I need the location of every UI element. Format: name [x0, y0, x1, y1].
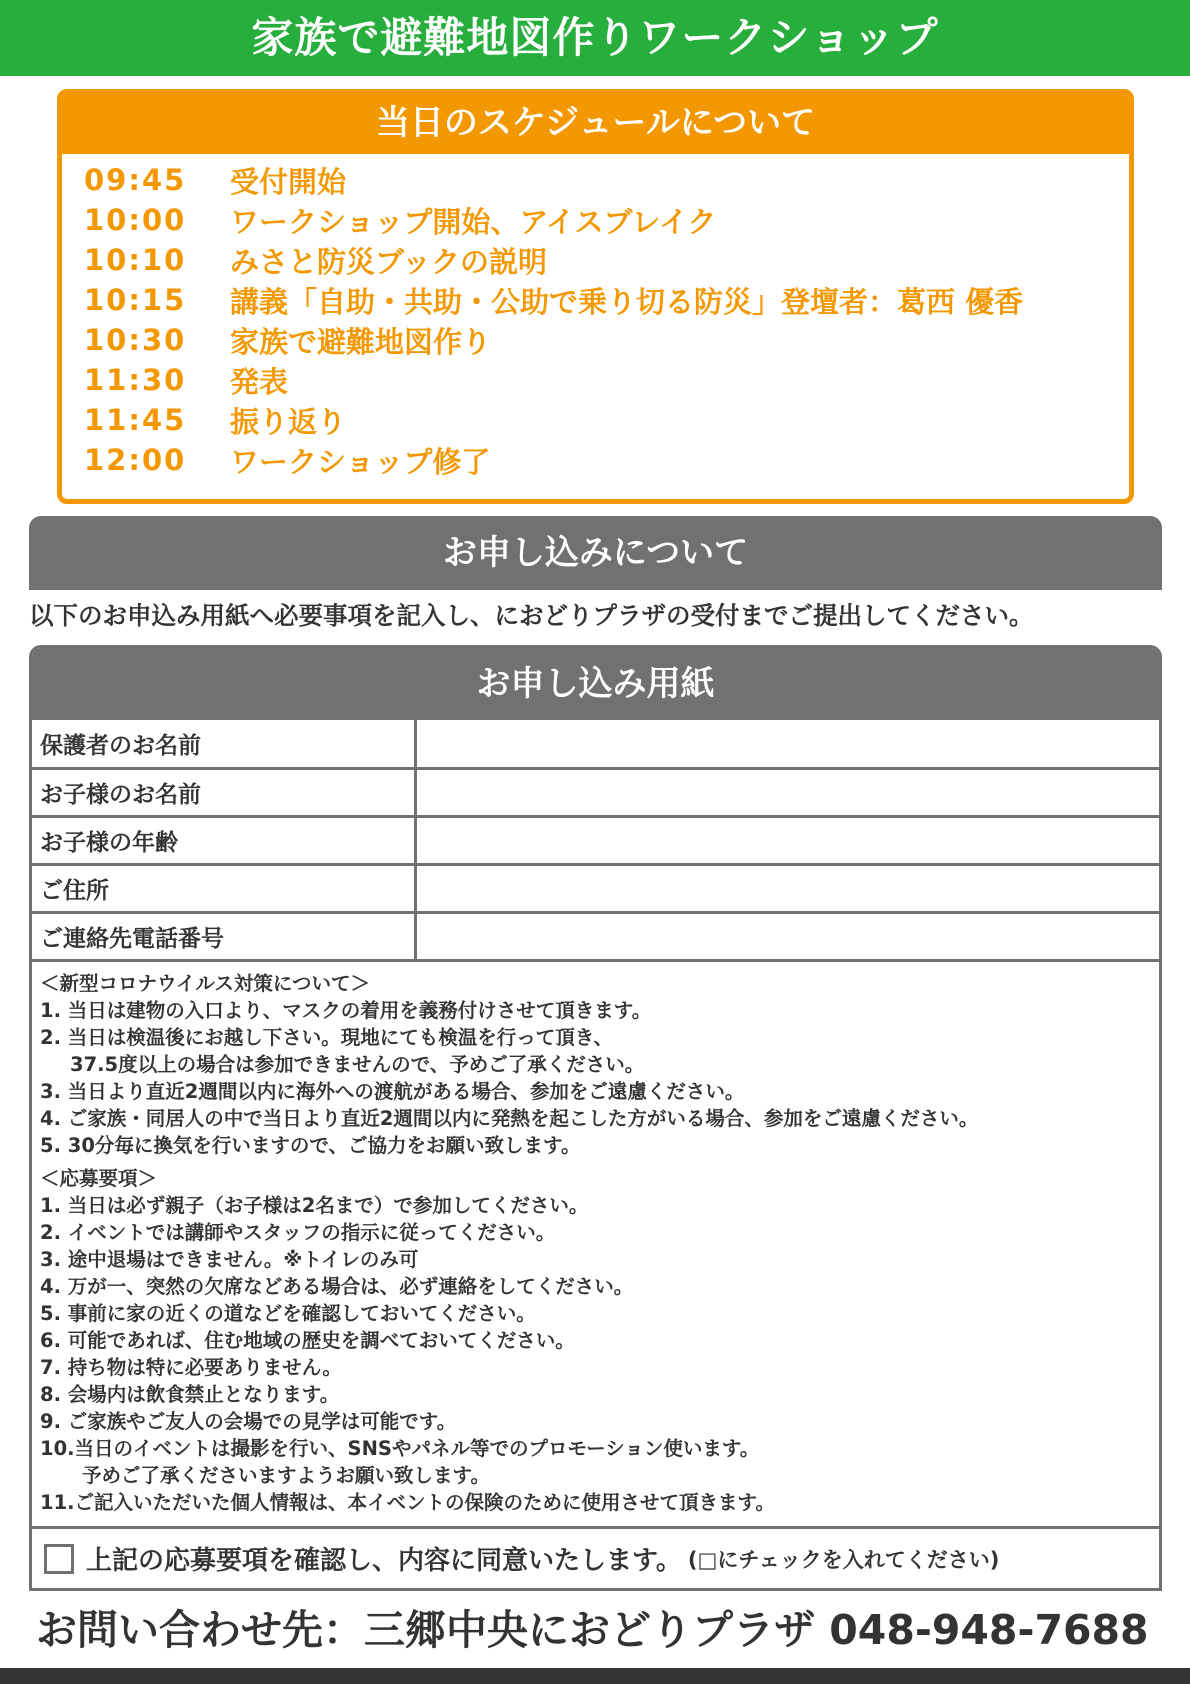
application-description: 以下のお申込み用紙へ必要事項を記入し、におどりプラザの受付までご提出してください。	[29, 601, 1034, 630]
address-field[interactable]	[415, 864, 1159, 912]
rules-line: 9. ご家族やご友人の会場での見学は可能です。	[40, 1409, 457, 1433]
covid-line: 2. 当日は検温後にお越し下さい。現地にても検温を行って頂き、	[40, 1025, 613, 1049]
guardian-name-field[interactable]	[415, 720, 1159, 768]
schedule-text: 受付開始	[230, 164, 347, 199]
schedule-time: 12:00	[84, 443, 187, 477]
form-row-child-name	[32, 768, 1159, 816]
schedule-time: 09:45	[84, 163, 187, 197]
form-row-phone	[32, 912, 1159, 960]
schedule-time: 10:15	[84, 283, 187, 317]
schedule-text: 振り返り	[230, 404, 347, 439]
rules-line: 予めご了承くださいますようお願い致します。	[82, 1463, 490, 1487]
schedule-text: みさと防災ブックの説明	[230, 244, 547, 279]
covid-line: 4. ご家族・同居人の中で当日より直近2週間以内に発熱を起こした方がいる場合、参加をご遠慮ください。	[40, 1106, 979, 1130]
schedule-text: ワークショップ開始、アイスブレイク	[230, 204, 717, 239]
rules-line: 2. イベントでは講師やスタッフの指示に従ってください。	[40, 1220, 556, 1244]
schedule-time: 11:30	[84, 363, 187, 397]
agree-label: 上記の応募要項を確認し、内容に同意いたします。	[86, 1546, 682, 1576]
schedule-text: 家族で避難地図作り	[230, 324, 492, 359]
schedule-heading: 当日のスケジュールについて	[62, 94, 1129, 154]
schedule-item	[84, 200, 1129, 240]
rules-line: 8. 会場内は飲食禁止となります。	[40, 1382, 340, 1406]
phone-field[interactable]	[415, 912, 1159, 960]
schedule-item	[84, 320, 1129, 360]
rules-line: 10.当日のイベントは撮影を行い、SNSやパネル等でのプロモーション使います。	[40, 1436, 760, 1460]
rules-line: 3. 途中退場はできません。※トイレのみ可	[40, 1247, 419, 1271]
bottom-bar	[0, 1668, 1190, 1684]
schedule-section	[57, 89, 1134, 504]
covid-heading: ＜新型コロナウイルス対策について＞	[40, 971, 370, 995]
schedule-text: ワークショップ修了	[230, 444, 491, 479]
schedule-time: 11:45	[84, 403, 187, 437]
agree-row	[32, 1526, 1159, 1588]
rules-line: 11.ご記入いただいた個人情報は、本イベントの保険のために使用させて頂きます。	[40, 1490, 775, 1514]
schedule-item	[84, 360, 1129, 400]
schedule-time: 10:30	[84, 323, 187, 357]
field-label: お子様の年齢	[32, 816, 415, 864]
notes-section	[32, 962, 1159, 1516]
rules-heading: ＜応募要項＞	[40, 1166, 158, 1190]
schedule-item	[84, 400, 1129, 440]
form-row-address	[32, 864, 1159, 912]
application-heading: お申し込みについて	[29, 516, 1162, 590]
field-label: 保護者のお名前	[32, 720, 415, 768]
covid-line: 37.5度以上の場合は参加できませんので、予めご了承ください。	[70, 1052, 645, 1076]
rules-line: 1. 当日は必ず親子（お子様は2名まで）で参加してください。	[40, 1193, 589, 1217]
form-heading: お申し込み用紙	[32, 648, 1159, 720]
page-title: 家族で避難地図作りワークショップ	[0, 0, 1190, 76]
rules-line: 4. 万が一、突然の欠席などある場合は、必ず連絡をしてください。	[40, 1274, 634, 1298]
schedule-list	[62, 154, 1129, 480]
application-form	[29, 645, 1162, 1591]
child-name-field[interactable]	[415, 768, 1159, 816]
form-row-child-age	[32, 816, 1159, 864]
field-label: お子様のお名前	[32, 768, 415, 816]
covid-line: 3. 当日より直近2週間以内に海外への渡航がある場合、参加をご遠慮ください。	[40, 1079, 745, 1103]
rules-line: 6. 可能であれば、住む地域の歴史を調べておいてください。	[40, 1328, 575, 1352]
schedule-text: 発表	[230, 364, 289, 399]
schedule-time: 10:10	[84, 243, 187, 277]
field-label: ご住所	[32, 864, 415, 912]
agree-note: (□にチェックを入れてください)	[687, 1547, 1000, 1572]
covid-line: 5. 30分毎に換気を行いますので、ご協力をお願い致します。	[40, 1133, 581, 1157]
schedule-time: 10:00	[84, 203, 187, 237]
rules-line: 5. 事前に家の近くの道などを確認しておいてください。	[40, 1301, 536, 1325]
child-age-field[interactable]	[415, 816, 1159, 864]
schedule-item	[84, 160, 1129, 200]
form-fields-table	[32, 720, 1159, 962]
form-row-guardian-name	[32, 720, 1159, 768]
schedule-item	[84, 240, 1129, 280]
field-label: ご連絡先電話番号	[32, 912, 415, 960]
rules-line: 7. 持ち物は特に必要ありません。	[40, 1355, 342, 1379]
agree-checkbox[interactable]	[44, 1544, 74, 1574]
contact-info: お問い合わせ先：三郷中央におどりプラザ 048-948-7688	[36, 1606, 1149, 1654]
covid-line: 1. 当日は建物の入口より、マスクの着用を義務付けさせて頂きます。	[40, 998, 652, 1022]
schedule-text: 講義「自助・共助・公助で乗り切る防災」登壇者：葛西 優香	[230, 284, 1024, 319]
schedule-item	[84, 440, 1129, 480]
schedule-item	[84, 280, 1129, 320]
